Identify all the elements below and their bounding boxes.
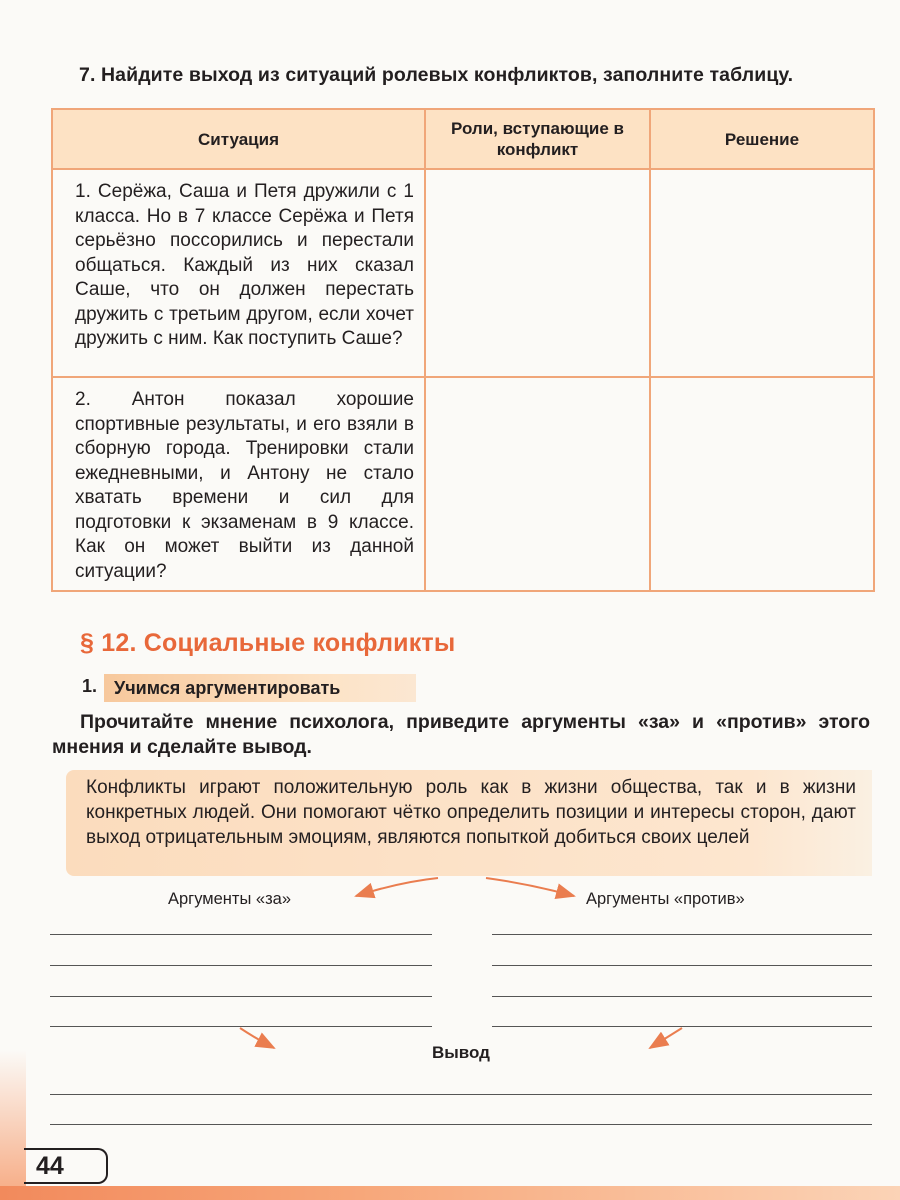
- page-number: 44: [24, 1148, 108, 1184]
- arrow-for-to-conclusion-icon: [240, 1028, 274, 1048]
- arrow-to-against-icon: [486, 878, 574, 896]
- header-solution: Решение: [650, 109, 874, 169]
- decorative-side-strip: [0, 1050, 26, 1186]
- decorative-bottom-band: [0, 1186, 900, 1200]
- situation-2-text: 2. Антон показал хорошие спортивные результаты, и его взяли в сборную города. Тренировки стали ежедневными, и Антону не стало хватать времени и сил для подготовки к экзаменам в 9 классе. Как он может выйти из данной ситуации?: [52, 377, 425, 591]
- arguments-against-label: Аргументы «против»: [586, 890, 745, 908]
- arrow-to-for-icon: [356, 878, 438, 896]
- header-situation: Ситуация: [52, 109, 425, 169]
- subtask-number: 1.: [82, 676, 98, 696]
- arguments-for-label: Аргументы «за»: [168, 890, 291, 908]
- task-7-title: 7. Найдите выход из ситуаций ролевых конфликтов, заполните таблицу.: [79, 64, 794, 86]
- header-roles: Роли, вступающие в конфликт: [425, 109, 650, 169]
- conclusion-label: Вывод: [432, 1043, 490, 1062]
- psychologist-quote: Конфликты играют положительную роль как в жизни общества, так и в жизни конкретных людей. Они помогают чётко определить позиции и интересы сторон, дают выход отрицательным эмоциям, являются попыткой добиться своих целей: [86, 777, 856, 848]
- section-12-title: § 12. Социальные конфликты: [80, 629, 456, 657]
- instruction-text: Прочитайте мнение психолога, приведите аргументы «за» и «против» этого мнения и сделайте вывод.: [52, 711, 870, 758]
- subtask-title: Учимся аргументировать: [104, 674, 416, 702]
- arrow-against-to-conclusion-icon: [650, 1028, 682, 1048]
- situation-1-text: 1. Серёжа, Саша и Петя дружили с 1 класса. Но в 7 классе Серёжа и Петя серьёзно поссорились и перестали общаться. Каждый из них сказал Саше, что он должен перестать дружить с третьим другом, если хочет дружить с ним. Как поступить Саше?: [52, 169, 425, 377]
